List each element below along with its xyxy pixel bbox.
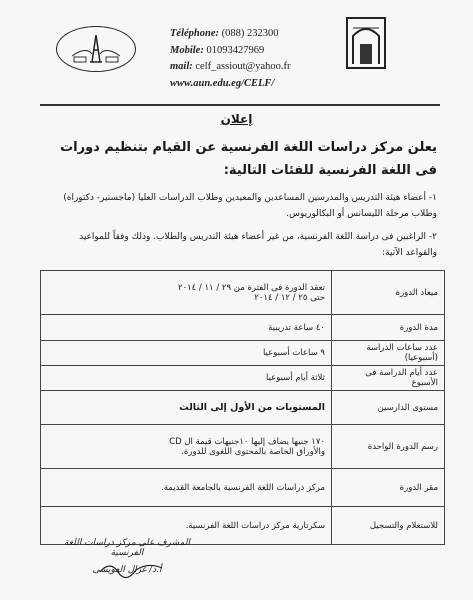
mail-value[interactable]: celf_assiout@yahoo.fr (195, 61, 291, 72)
signature-name: أ.د/ غزال العويسى (92, 565, 162, 575)
phone-label: Téléphone: (170, 28, 219, 39)
intro-paragraph: يعلن مركز دراسات اللغة الفرنسية عن القيام بتنظيم دورات فى اللغة الفرنسية للفئات التالية: (60, 140, 437, 178)
signature-title: المشرف على مركز دراسات اللغة الفرنسية (63, 538, 191, 558)
row-value-line: ١٧٠ جنيها يضاف إليها ١٠جنيهات قيمة ال CD (169, 436, 325, 447)
row-label: رسم الدورة الواحدة (332, 425, 445, 469)
contact-block (170, 26, 340, 92)
row-value: ٤٠ ساعة تدريبية (41, 315, 332, 341)
row-value: ثلاثة أيام أسبوعيا (41, 366, 332, 391)
university-gate-icon (343, 14, 389, 72)
center-logo (56, 26, 136, 72)
table-row (41, 391, 445, 425)
schedule-table (40, 270, 445, 545)
row-label: مستوى الدارسين (332, 391, 445, 425)
phone-value: (088) 232300 (221, 28, 279, 39)
mobile-value: 01093427969 (206, 44, 265, 56)
list-item: ٢- الراغبين فى دراسة اللغة الفرنسية، من غير أعضاء هيئة التدريس والطلاب. وذلك وفقاً للمواعيد والقواعد الآتية: (79, 232, 437, 258)
header-divider (40, 104, 440, 106)
row-value: سكرتارية مركز دراسات اللغة الفرنسية. (41, 507, 332, 545)
mail-label: mail: (170, 61, 193, 72)
row-label: عدد أيام الدراسة فى الأسبوع (332, 366, 445, 391)
row-value-line: تعقد الدورة فى الفترة من ٢٩ / ١١ / ٢٠١٤ (177, 282, 325, 293)
row-label: للاستعلام والتسجيل (332, 507, 445, 545)
table-row (41, 469, 445, 507)
row-value-line: والأوراق الخاصة بالمحتوى اللغوى للدورة. (181, 446, 325, 457)
page-title: إعلان (220, 112, 253, 126)
row-value (41, 271, 332, 315)
website-link[interactable]: www.aun.edu.eg/CELF/ (170, 77, 275, 89)
row-value: ٩ ساعات أسبوعيا (41, 341, 332, 366)
mobile-label: Mobile: (170, 44, 204, 56)
row-label: مقر الدورة (332, 469, 445, 507)
university-logo (343, 14, 389, 72)
eiffel-tower-icon (66, 32, 126, 66)
table-row (41, 271, 445, 315)
row-label: ميعاد الدورة (332, 271, 445, 315)
table-row (41, 315, 445, 341)
table-row (41, 425, 445, 469)
table-row (41, 366, 445, 391)
list-item: ١- أعضاء هيئة التدريس والمدرسين المساعدين والمعيدين وطلاب الدراسات العليا (ماجستير- دكتوراه) وطلاب مرحلة الليسانس أو البكالوريوس. (63, 193, 437, 219)
table-row (41, 341, 445, 366)
row-value: مركز دراسات اللغة الفرنسية بالجامعة القديمة. (41, 469, 332, 507)
row-value: المستويات من الأول إلى الثالث (41, 391, 332, 425)
row-value-line: حتى ٢٥ / ١٢ / ٢٠١٤ (254, 292, 325, 303)
row-value (41, 425, 332, 469)
row-label: عدد ساعات الدراسة (أسبوعيا) (332, 341, 445, 366)
row-label: مدة الدورة (332, 315, 445, 341)
